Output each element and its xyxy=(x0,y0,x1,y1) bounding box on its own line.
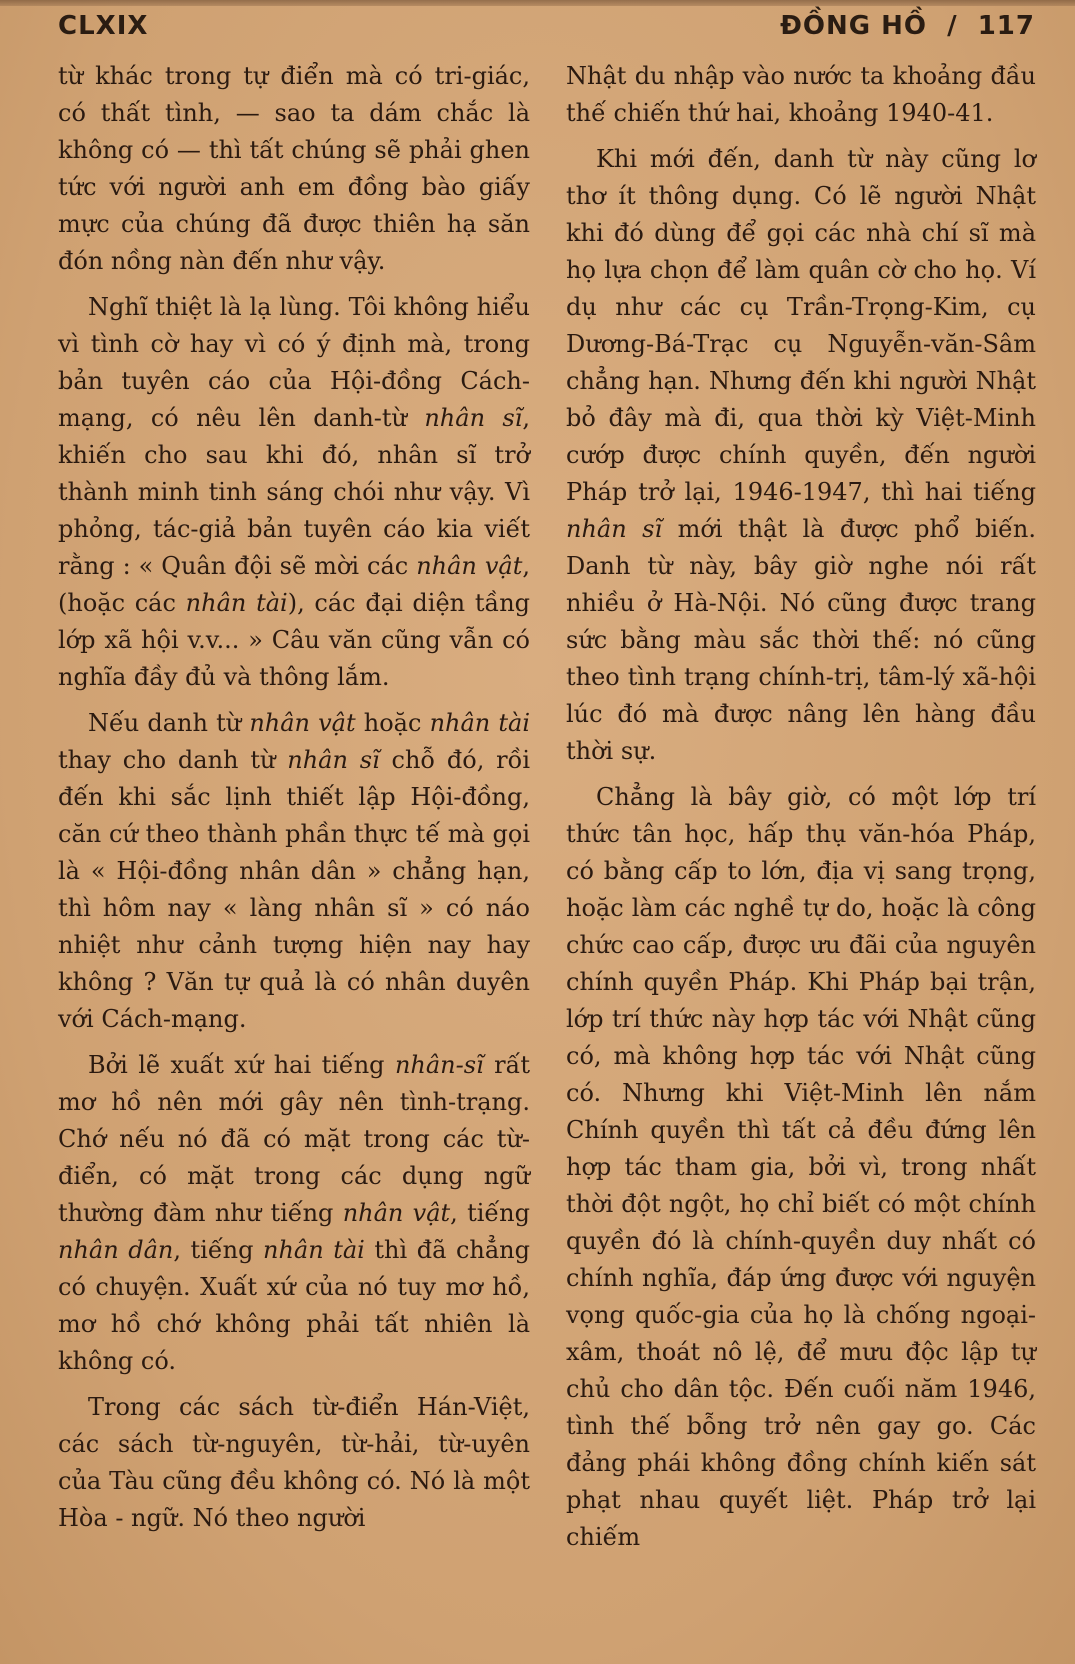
italic-term: nhân dân xyxy=(58,1236,174,1264)
text-run: , khiến cho sau khi đó, nhân sĩ trở thành minh tinh sáng chói như vậy. Vì phỏng, tác-giả bản tuyên cáo kia viết rằng : « Quân đội sẽ mời các xyxy=(58,404,530,580)
paragraph xyxy=(566,141,1036,770)
text-run: Khi mới đến, danh từ này cũng lơ thơ ít thông dụng. Có lẽ người Nhật khi đó dùng để gọi các nhà chí sĩ mà họ lựa chọn để làm quân cờ cho họ. Ví dụ như các cụ Trần-Trọng-Kim, cụ Dương-Bá-Trạc cụ Nguyễn-văn-Sâm chẳng hạn. Nhưng đến khi người Nhật bỏ đây mà đi, qua thời kỳ Việt-Minh cướp được chính quyền, đến người Pháp trở lại, 1946-1947, thì hai tiếng xyxy=(566,145,1036,506)
text-run: Nghĩ thiệt là lạ lùng. Tôi không hiểu vì tình cờ hay vì có ý định mà, trong bản tuyên cáo của Hội-đồng Cách-mạng, có nêu lên danh-từ xyxy=(58,293,530,432)
italic-term: nhân vật xyxy=(416,552,523,580)
text-run: từ khác trong tự điển mà có tri-giác, có thất tình, — sao ta dám chắc là không có — thì tất chúng sẽ phải ghen tức với người anh em đồng bào giấy mực của chúng đã được thiên hạ săn đón nồng nàn đến như vậy. xyxy=(58,62,530,275)
right-column xyxy=(566,58,1036,1565)
text-run: chỗ đó, rồi đến khi sắc lịnh thiết lập Hội-đồng, căn cứ theo thành phần thực tế mà gọi là « Hội-đồng nhân dân » chẳng hạn, thì hôm nay « làng nhân sĩ » có náo nhiệt như cảnh tượng hiện nay hay không ? Văn tự quả là có nhân duyên với Cách-mạng. xyxy=(58,746,530,1033)
text-run: Nhật du nhập vào nước ta khoảng đầu thế chiến thứ hai, khoảng 1940-41. xyxy=(566,62,1036,127)
text-run: Chẳng là bây giờ, có một lớp trí thức tân học, hấp thụ văn-hóa Pháp, có bằng cấp to lớn, địa vị sang trọng, hoặc làm các nghề tự do, hoặc là công chức cao cấp, được ưu đãi của nguyên chính quyền Pháp. Khi Pháp bại trận, lớp trí thức này hợp tác với Nhật cũng có, mà không hợp tác với Nhật cũng có. Nhưng khi Việt-Minh lên nắm Chính quyền thì tất cả đều đứng lên hợp tác tham gia, bởi vì, trong nhất thời đột ngột, họ chỉ biết có một chính quyền đó là chính-quyền duy nhất có chính nghĩa, đáp ứng được với nguyện vọng quốc-gia của họ là chống ngoại-xâm, thoát nô lệ, để mưu độc lập tự chủ cho dân tộc. Đến cuối năm 1946, tình thế bỗng trở nên gay go. Các đảng phái không đồng chính kiến sát phạt nhau quyết liệt. Pháp trở lại chiếm xyxy=(566,783,1036,1551)
italic-term: nhân vật xyxy=(342,1199,451,1227)
text-run: thì đã chẳng có chuyện. Xuất xứ của nó tuy mơ hồ, mơ hồ chớ không phải tất nhiên là không có. xyxy=(58,1236,530,1375)
italic-term: nhân sĩ xyxy=(287,746,380,774)
text-run: Trong các sách từ-điển Hán-Việt, các sách từ-nguyên, từ-hải, từ-uyên của Tàu cũng đều không có. Nó là một Hòa - ngữ. Nó theo người xyxy=(58,1393,530,1532)
paragraph xyxy=(58,58,530,280)
chapter-number: CLXIX xyxy=(58,11,149,41)
text-run: , (hoặc các xyxy=(58,552,530,617)
italic-term: nhân-sĩ xyxy=(394,1051,484,1079)
italic-term: nhân sĩ xyxy=(566,515,663,543)
paragraph xyxy=(58,1389,530,1537)
paragraph xyxy=(58,289,530,696)
text-run: thay cho danh từ xyxy=(58,746,288,774)
paragraph xyxy=(566,58,1036,132)
italic-term: nhân tài xyxy=(185,589,288,617)
left-column xyxy=(58,58,530,1546)
text-run: hoặc xyxy=(355,709,430,737)
text-run: Bởi lẽ xuất xứ hai tiếng xyxy=(88,1051,395,1079)
italic-term: nhân sĩ xyxy=(424,404,523,432)
italic-term: nhân vật xyxy=(249,709,356,737)
text-run: rất mơ hồ nên mới gây nên tình-trạng. Chớ nếu nó đã có mặt trong các từ-điển, có mặt trong các dụng ngữ thường đàm như tiếng xyxy=(58,1051,530,1227)
text-run: , tiếng xyxy=(450,1199,530,1227)
paragraph xyxy=(566,779,1036,1556)
running-title-page-number: ĐỒNG HỒ / 117 xyxy=(780,11,1035,41)
text-run: Nếu danh từ xyxy=(88,709,250,737)
text-run: mới thật là được phổ biến. Danh từ này, bây giờ nghe nói rất nhiều ở Hà-Nội. Nó cũng được trang sức bằng màu sắc thời thế: nó cũng theo tình trạng chính-trị, tâm-lý xã-hội lúc đó mà được nâng lên hàng đầu thời sự. xyxy=(566,515,1036,765)
paragraph xyxy=(58,705,530,1038)
text-run: , tiếng xyxy=(173,1236,263,1264)
italic-term: nhân tài xyxy=(263,1236,365,1264)
paragraph xyxy=(58,1047,530,1380)
text-run: ), các đại diện tầng lớp xã hội v.v... » Câu văn cũng vẫn có nghĩa đầy đủ và thông lắm. xyxy=(58,589,531,691)
italic-term: nhân tài xyxy=(429,709,531,737)
page-header xyxy=(58,6,1035,46)
